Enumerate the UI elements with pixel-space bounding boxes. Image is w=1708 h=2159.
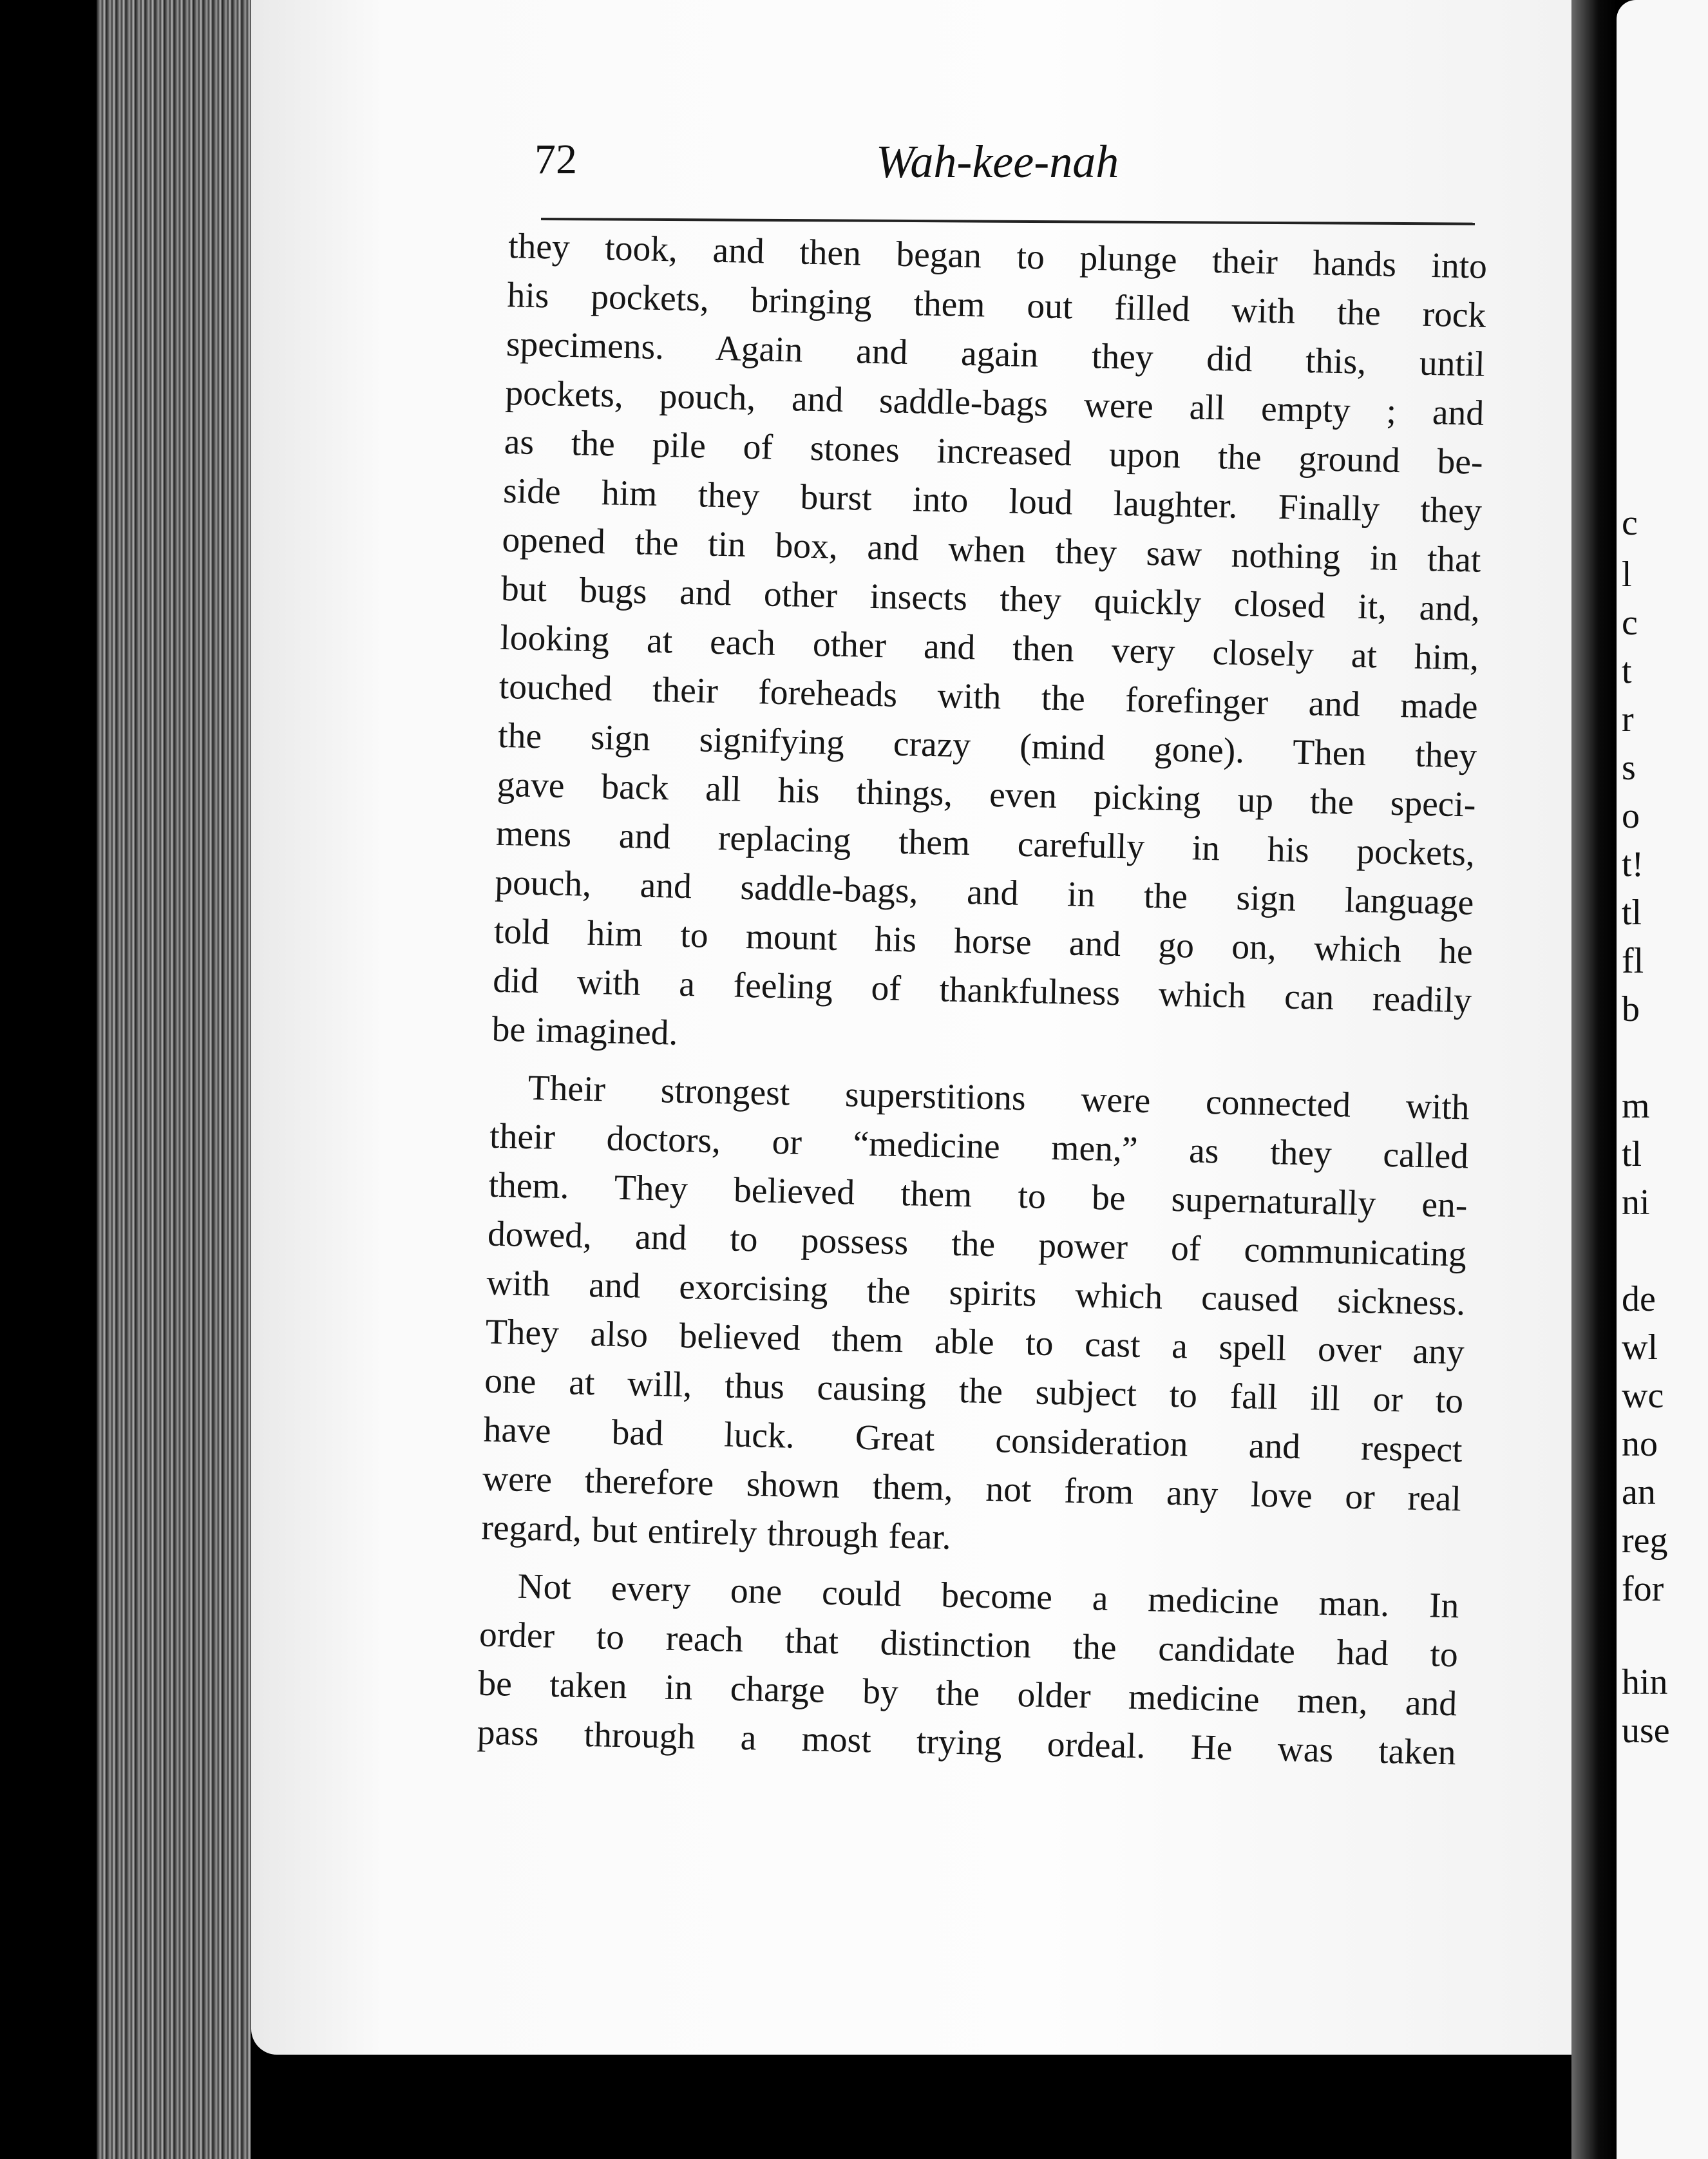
text-line: but bugs and other insects they quickly closed it, and, — [500, 569, 1481, 629]
text-line: regard, but entirely through fear. — [480, 1508, 952, 1557]
text-line: touched their foreheads with the forefinger and made — [498, 667, 1479, 727]
page-header — [535, 129, 1475, 200]
page-edge — [97, 0, 251, 2159]
facing-page-fragment: use — [1622, 1711, 1670, 1751]
text-line: one at will, thus causing the subject to fall ill or to — [484, 1361, 1464, 1422]
facing-page-fragment: ni — [1622, 1183, 1650, 1222]
text-line: mens and replacing them carefully in his pockets, — [495, 813, 1476, 874]
text-line: Not every one could become a medicine man. In — [517, 1566, 1459, 1626]
text-line: did with a feeling of thankfulness which can readily — [492, 960, 1472, 1021]
text-line: as the pile of stones increased upon the ground be- — [504, 422, 1484, 482]
text-line: dowed, and to possess the power of communicating — [487, 1214, 1467, 1275]
text-line: pouch, and saddle-bags, and in the sign language — [494, 862, 1474, 923]
facing-page-fragment: l — [1622, 555, 1632, 594]
text-line: looking at each other and then very closely at him, — [499, 618, 1479, 678]
paragraph — [481, 1063, 1470, 1574]
facing-page-fragment: reg — [1622, 1521, 1668, 1561]
facing-page-fragment: c — [1622, 503, 1638, 543]
facing-page-fragment: b — [1622, 989, 1640, 1029]
facing-page-fragment: m — [1622, 1086, 1650, 1126]
text-line: their doctors, or “medicine men,” as they called — [489, 1116, 1469, 1177]
text-line: opened the tin box, and when they saw nothing in that — [502, 520, 1481, 580]
text-line: his pockets, bringing them out filled with the rock — [506, 275, 1486, 336]
facing-page-fragment: no — [1622, 1424, 1658, 1464]
text-line: told him to mount his horse and go on, which he — [493, 911, 1474, 972]
body-text — [477, 222, 1488, 1778]
facing-page-fragment: an — [1622, 1472, 1656, 1512]
text-line: pockets, pouch, and saddle-bags were all empty ; and — [504, 373, 1485, 433]
facing-page-fragment: r — [1622, 699, 1634, 739]
text-line: were therefore shown them, not from any love or real — [482, 1459, 1462, 1519]
text-line: They also believed them able to cast a spell over any — [485, 1312, 1465, 1373]
text-line: they took, and then began to plunge their hands into — [508, 226, 1488, 287]
paragraph — [477, 1562, 1459, 1778]
facing-page-fragment: tl — [1622, 1134, 1642, 1174]
text-line: with and exorcising the spirits which caused sickness. — [486, 1263, 1466, 1324]
text-line: the sign signifying crazy (mind gone). Then they — [497, 716, 1477, 776]
facing-page-fragment: fl — [1622, 941, 1644, 981]
text-line: gave back all his things, even picking up the speci- — [497, 765, 1477, 825]
facing-page-fragment: s — [1622, 748, 1636, 788]
text-line: them. They believed them to be supernaturally en- — [488, 1165, 1468, 1226]
book-gutter — [1571, 0, 1617, 2159]
page-number: 72 — [535, 136, 577, 183]
facing-page-fragment: tl — [1622, 893, 1642, 933]
text-line: Their strongest superstitions were connected with — [527, 1068, 1470, 1128]
facing-page-fragment: c — [1622, 603, 1638, 643]
facing-page-fragment: t — [1622, 651, 1632, 691]
facing-page-fragment: t! — [1622, 844, 1644, 884]
text-line: be taken in charge by the older medicine men, and — [477, 1664, 1457, 1724]
text-line: be imagined. — [491, 1009, 678, 1053]
paragraph — [491, 222, 1488, 1075]
facing-page-fragment: o — [1622, 796, 1640, 836]
text-line: pass through a most trying ordeal. He was taken — [477, 1713, 1457, 1773]
facing-page-fragment: for — [1622, 1569, 1664, 1609]
text-line: have bad luck. Great consideration and respect — [483, 1410, 1463, 1470]
facing-page-fragment: wl — [1622, 1327, 1658, 1367]
facing-page-fragment: de — [1622, 1279, 1656, 1319]
facing-page — [1617, 0, 1708, 2159]
text-line: side him they burst into loud laughter. Finally they — [502, 471, 1483, 531]
running-title: Wah-kee-nah — [876, 136, 1119, 187]
facing-page-fragment: wc — [1622, 1376, 1664, 1416]
text-line: specimens. Again and again they did this, until — [506, 324, 1486, 385]
text-line: order to reach that distinction the candidate had to — [479, 1615, 1459, 1675]
facing-page-fragment: hin — [1622, 1662, 1668, 1702]
